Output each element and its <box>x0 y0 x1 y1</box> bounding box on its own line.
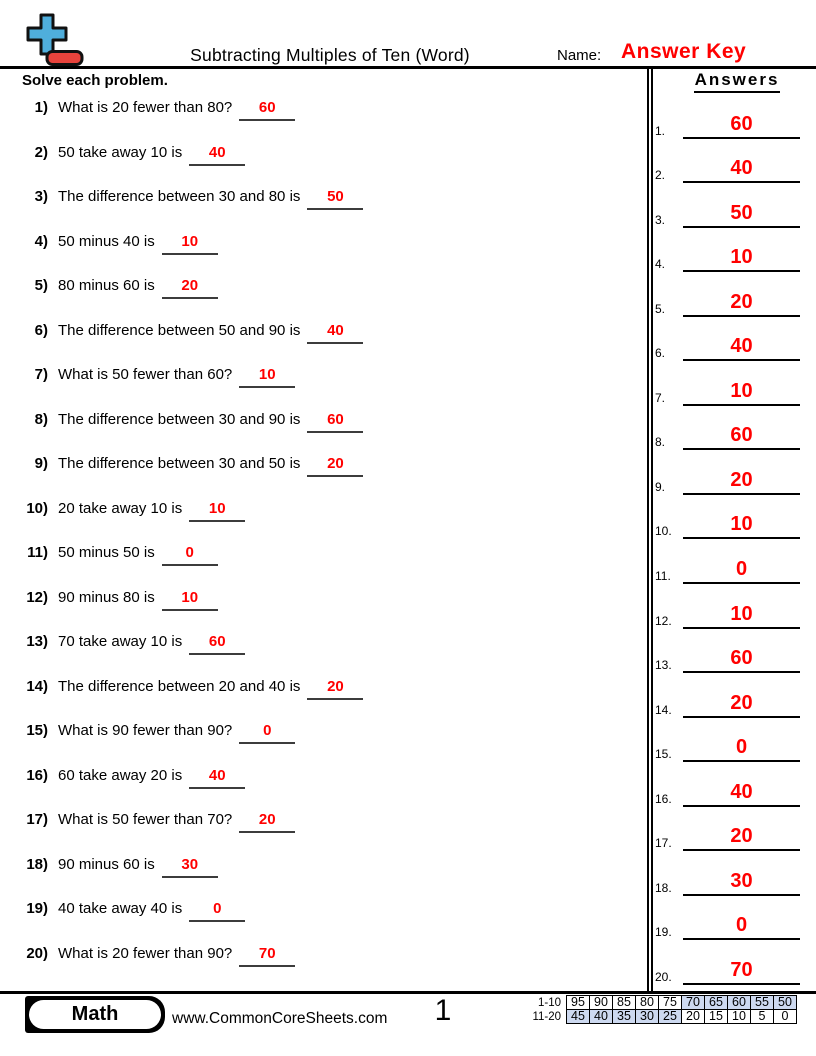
answer-value: 0 <box>683 736 800 762</box>
answer-value: 20 <box>683 291 800 317</box>
answer-value: 10 <box>683 603 800 629</box>
answer-blank: 40 <box>307 323 363 344</box>
answer-number: 8. <box>655 435 666 450</box>
score-cell: 70 <box>682 996 705 1010</box>
problem-text: What is 90 fewer than 90? <box>58 722 233 739</box>
answer-number: 12. <box>655 613 672 628</box>
problem-row <box>18 99 643 121</box>
answer-value: 40 <box>683 157 800 183</box>
score-table <box>532 995 797 1024</box>
problem-row <box>18 411 643 433</box>
score-cell: 65 <box>705 996 728 1010</box>
problem-row <box>18 322 643 344</box>
answer-blank: 20 <box>307 679 363 700</box>
answer-row <box>655 335 801 361</box>
instructions-text: Solve each problem. <box>22 72 168 89</box>
answer-row <box>655 424 801 450</box>
answer-blank: 60 <box>307 412 363 433</box>
answer-value: 10 <box>683 380 800 406</box>
answer-blank: 0 <box>162 545 218 566</box>
problem-number: 16) <box>26 766 48 784</box>
answer-row <box>655 202 801 228</box>
score-row <box>532 1010 796 1024</box>
answer-number: 19. <box>655 925 672 940</box>
answer-row <box>655 157 801 183</box>
answer-blank: 10 <box>239 367 295 388</box>
problem-row <box>18 856 643 878</box>
score-cell: 90 <box>590 996 613 1010</box>
answer-blank: 50 <box>307 189 363 210</box>
subject-badge-label: Math <box>29 1000 161 1029</box>
score-cell: 0 <box>774 1010 797 1024</box>
answer-number: 2. <box>655 168 666 183</box>
problem-text: 50 minus 40 is <box>58 232 155 250</box>
problem-text: What is 50 fewer than 60? <box>58 366 233 383</box>
problem-number: 11) <box>27 544 48 561</box>
answer-value: 40 <box>683 781 800 807</box>
problem-row <box>18 767 643 789</box>
score-cell: 5 <box>751 1010 774 1024</box>
score-cell: 15 <box>705 1010 728 1024</box>
answer-value: 70 <box>683 959 800 985</box>
problem-text: What is 20 fewer than 90? <box>58 944 233 962</box>
problem-row <box>18 589 643 611</box>
problem-text: The difference between 20 and 40 is <box>58 677 301 695</box>
problem-row <box>18 500 643 522</box>
answer-number: 11. <box>655 569 671 583</box>
score-cell: 30 <box>636 1010 659 1024</box>
problem-number: 10) <box>26 499 48 517</box>
answer-blank: 30 <box>162 857 218 878</box>
answer-blank: 0 <box>239 723 295 744</box>
score-row-label: 1-10 <box>537 996 561 1009</box>
problem-row <box>18 544 643 566</box>
problem-row <box>18 945 643 967</box>
problem-number: 15) <box>26 722 48 739</box>
answer-row <box>655 469 801 495</box>
problem-text: 80 minus 60 is <box>58 277 155 294</box>
answer-blank: 40 <box>189 768 245 789</box>
answer-number: 15. <box>655 747 672 762</box>
problem-text: The difference between 30 and 50 is <box>58 455 301 472</box>
answer-row <box>655 291 801 317</box>
problem-text: 50 minus 50 is <box>58 544 155 561</box>
problem-row <box>18 678 643 700</box>
worksheet-title: Subtracting Multiples of Ten (Word) <box>190 45 470 65</box>
problem-number: 9) <box>34 455 48 472</box>
answer-number: 7. <box>655 390 666 405</box>
answer-blank: 40 <box>189 145 245 166</box>
answer-key-text: Answer Key <box>621 40 747 63</box>
answer-row <box>655 736 801 762</box>
problem-text: 70 take away 10 is <box>58 633 183 650</box>
score-cell: 35 <box>613 1010 636 1024</box>
score-cell: 10 <box>728 1010 751 1024</box>
answer-number: 13. <box>655 658 672 673</box>
column-separator <box>647 67 653 991</box>
answer-number: 14. <box>655 702 672 717</box>
subject-badge <box>25 996 165 1033</box>
problem-row <box>18 233 643 255</box>
answer-row <box>655 781 801 807</box>
problem-number: 19) <box>26 900 48 917</box>
answer-value: 0 <box>683 914 800 940</box>
answer-blank: 20 <box>162 278 218 299</box>
page-number: 1 <box>434 994 452 1027</box>
answer-row <box>655 692 801 718</box>
score-cell: 75 <box>659 996 682 1010</box>
problem-number: 4) <box>34 232 48 250</box>
score-cell: 20 <box>682 1010 705 1024</box>
answer-row <box>655 825 801 851</box>
problem-number: 14) <box>26 677 48 695</box>
score-row-label: 11-20 <box>532 1010 561 1023</box>
problem-text: The difference between 30 and 90 is <box>58 410 301 428</box>
answer-row <box>655 113 801 139</box>
problem-row <box>18 722 643 744</box>
answer-number: 16. <box>655 791 672 806</box>
answer-value: 60 <box>683 647 800 673</box>
answer-number: 6. <box>655 346 666 361</box>
answer-value: 10 <box>683 513 800 539</box>
answer-number: 1. <box>655 123 666 138</box>
problem-number: 12) <box>26 588 48 606</box>
answer-blank: 0 <box>189 901 245 922</box>
answer-value: 20 <box>683 825 800 851</box>
score-cell: 25 <box>659 1010 682 1024</box>
answer-number: 4. <box>655 257 666 272</box>
answer-row <box>655 513 801 539</box>
score-row <box>532 996 796 1010</box>
answers-heading-label: Answers <box>694 70 781 93</box>
answer-value: 60 <box>683 424 800 450</box>
website-url: www.CommonCoreSheets.com <box>172 1010 388 1027</box>
answers-heading <box>662 70 812 90</box>
answer-blank: 20 <box>307 456 363 477</box>
problem-text: 90 minus 80 is <box>58 588 155 606</box>
problem-text: 40 take away 40 is <box>58 900 183 917</box>
answer-row <box>655 870 801 896</box>
problem-text: 50 take away 10 is <box>58 143 183 161</box>
answer-blank: 70 <box>239 946 295 967</box>
answer-row <box>655 647 801 673</box>
problem-number: 13) <box>26 633 48 650</box>
problem-text: The difference between 50 and 90 is <box>58 321 301 339</box>
answer-blank: 10 <box>162 590 218 611</box>
answer-blank: 10 <box>162 234 218 255</box>
answer-value: 10 <box>683 246 800 272</box>
problem-number: 1) <box>34 99 48 116</box>
problem-number: 5) <box>34 277 48 294</box>
answer-number: 18. <box>655 880 672 895</box>
answer-blank: 10 <box>189 501 245 522</box>
problem-number: 20) <box>26 944 48 962</box>
problem-number: 6) <box>34 321 48 339</box>
answer-number: 10. <box>655 524 672 539</box>
answer-blank: 60 <box>239 100 295 121</box>
answer-value: 60 <box>683 113 800 139</box>
answer-row <box>655 380 801 406</box>
score-cell: 45 <box>567 1010 590 1024</box>
problem-number: 17) <box>26 811 48 828</box>
score-cell: 60 <box>728 996 751 1010</box>
problem-number: 7) <box>34 366 48 383</box>
problem-number: 8) <box>34 410 48 428</box>
problem-number: 3) <box>34 188 48 205</box>
answer-row <box>655 959 801 985</box>
name-label: Name: <box>557 47 602 64</box>
problem-text: 60 take away 20 is <box>58 766 183 784</box>
problem-row <box>18 811 643 833</box>
problem-row <box>18 144 643 166</box>
answer-value: 40 <box>683 335 800 361</box>
problem-text: What is 20 fewer than 80? <box>58 99 233 116</box>
problem-row <box>18 455 643 477</box>
problem-row <box>18 188 643 210</box>
answer-row <box>655 603 801 629</box>
answer-value: 30 <box>683 870 800 896</box>
problem-number: 18) <box>26 855 48 873</box>
answer-number: 17. <box>655 836 672 851</box>
problem-text: 20 take away 10 is <box>58 499 183 517</box>
answer-row <box>655 914 801 940</box>
score-cell: 95 <box>567 996 590 1010</box>
answer-row <box>655 246 801 272</box>
answer-blank: 20 <box>239 812 295 833</box>
problem-row <box>18 277 643 299</box>
problem-number: 2) <box>34 143 48 161</box>
answer-number: 3. <box>655 212 666 227</box>
answer-row <box>655 558 801 584</box>
answer-value: 50 <box>683 202 800 228</box>
problem-row <box>18 633 643 655</box>
problem-row <box>18 900 643 922</box>
score-cell: 55 <box>751 996 774 1010</box>
answer-number: 9. <box>655 479 666 494</box>
problem-text: The difference between 30 and 80 is <box>58 188 301 205</box>
problem-text: What is 50 fewer than 70? <box>58 811 233 828</box>
answer-number: 5. <box>655 301 666 316</box>
header-divider <box>0 66 816 69</box>
answer-value: 20 <box>683 469 800 495</box>
answer-value: 20 <box>683 692 800 718</box>
score-cell: 85 <box>613 996 636 1010</box>
answer-number: 20. <box>655 969 672 984</box>
score-cell: 80 <box>636 996 659 1010</box>
problem-text: 90 minus 60 is <box>58 855 155 873</box>
answer-value: 0 <box>683 558 800 584</box>
score-cell: 40 <box>590 1010 613 1024</box>
score-cell: 50 <box>774 996 797 1010</box>
answer-blank: 60 <box>189 634 245 655</box>
problem-row <box>18 366 643 388</box>
